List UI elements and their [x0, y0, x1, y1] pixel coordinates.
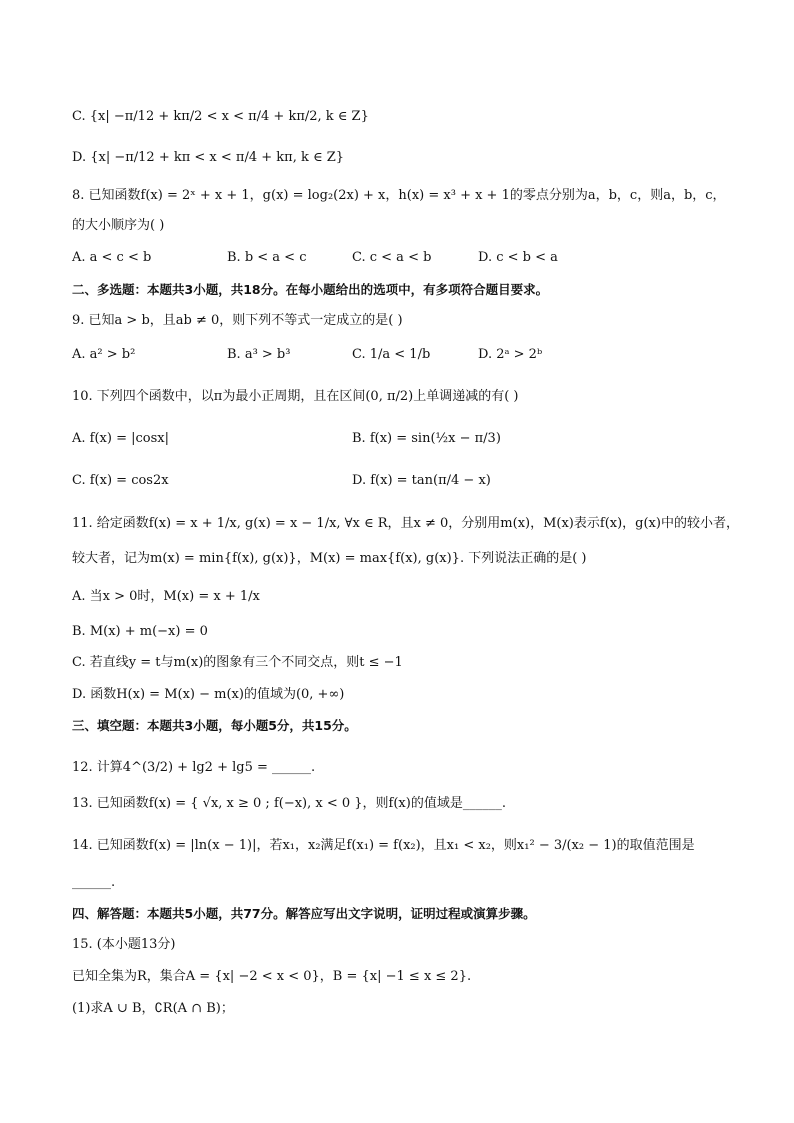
q14-stem-line1: 14. 已知函数f(x) = |ln(x − 1)|，若x₁，x₂满足f(x₁) = f(x₂)，且x₁ < x₂，则x₁² − 3/(x₂ − 1)的取值范围是: [72, 838, 695, 853]
q8-option-c: C. c < a < b: [352, 250, 432, 265]
q9-option-d: D. 2ᵃ > 2ᵇ: [478, 347, 543, 362]
q8-stem-line2: 的大小顺序为( ): [72, 218, 165, 233]
q8-option-b: B. b < a < c: [227, 250, 307, 265]
q9-option-c: C. 1/a < 1/b: [352, 347, 431, 362]
q8-stem-line1: 8. 已知函数f(x) = 2ˣ + x + 1，g(x) = log₂(2x) + x，h(x) = x³ + x + 1的零点分别为a，b，c，则a，b，c，: [72, 188, 726, 203]
q15-stem: 已知全集为R，集合A = {x| −2 < x < 0}，B = {x| −1 ≤ x ≤ 2}.: [72, 969, 472, 984]
q7-option-d: D. {x| −π/12 + kπ < x < π/4 + kπ, k ∈ Z}: [72, 150, 345, 165]
q10-option-a: A. f(x) = |cosx|: [72, 431, 169, 446]
q9-option-b: B. a³ > b³: [227, 347, 291, 362]
q9-stem: 9. 已知a > b，且ab ≠ 0，则下列不等式一定成立的是( ): [72, 313, 403, 328]
q10-stem: 10. 下列四个函数中，以π为最小正周期，且在区间(0, π/2)上单调递减的有( ): [72, 389, 519, 404]
q11-stem-line2: 较大者，记为m(x) = min{f(x), g(x)}，M(x) = max{f(x), g(x)}. 下列说法正确的是( ): [72, 551, 587, 566]
q8-option-d: D. c < b < a: [478, 250, 558, 265]
section-3-heading: 三、填空题：本题共3小题，每小题5分，共15分。: [72, 718, 357, 733]
q15-part1: (1)求A ∪ B，∁R(A ∩ B)；: [72, 1001, 234, 1016]
q11-stem-line1: 11. 给定函数f(x) = x + 1/x, g(x) = x − 1/x, ∀x ∈ R，且x ≠ 0，分别用m(x)，M(x)表示f(x)，g(x)中的较小者，: [72, 516, 739, 531]
q10-option-b: B. f(x) = sin(½x − π/3): [352, 431, 501, 446]
q11-option-b: B. M(x) + m(−x) = 0: [72, 624, 208, 639]
q11-option-a: A. 当x > 0时，M(x) = x + 1/x: [72, 589, 260, 604]
q15-header: 15. (本小题13分): [72, 937, 176, 952]
section-4-heading: 四、解答题：本题共5小题，共77分。解答应写出文字说明，证明过程或演算步骤。: [72, 906, 536, 921]
q14-stem-line2: ______.: [72, 875, 116, 890]
q13-stem: 13. 已知函数f(x) = { √x, x ≥ 0 ; f(−x), x < 0 }，则f(x)的值域是______.: [72, 796, 506, 811]
q10-option-c: C. f(x) = cos2x: [72, 473, 169, 488]
q12-stem: 12. 计算4^(3/2) + lg2 + lg5 = ______.: [72, 760, 316, 775]
q11-option-d: D. 函数H(x) = M(x) − m(x)的值域为(0, +∞): [72, 687, 345, 702]
q9-option-a: A. a² > b²: [72, 347, 136, 362]
q11-option-c: C. 若直线y = t与m(x)的图象有三个不同交点，则t ≤ −1: [72, 655, 403, 670]
q7-option-c: C. {x| −π/12 + kπ/2 < x < π/4 + kπ/2, k ∈ Z}: [72, 109, 369, 124]
section-2-heading: 二、多选题：本题共3小题，共18分。在每小题给出的选项中，有多项符合题目要求。: [72, 282, 549, 297]
q10-option-d: D. f(x) = tan(π/4 − x): [352, 473, 491, 488]
q8-option-a: A. a < c < b: [72, 250, 152, 265]
